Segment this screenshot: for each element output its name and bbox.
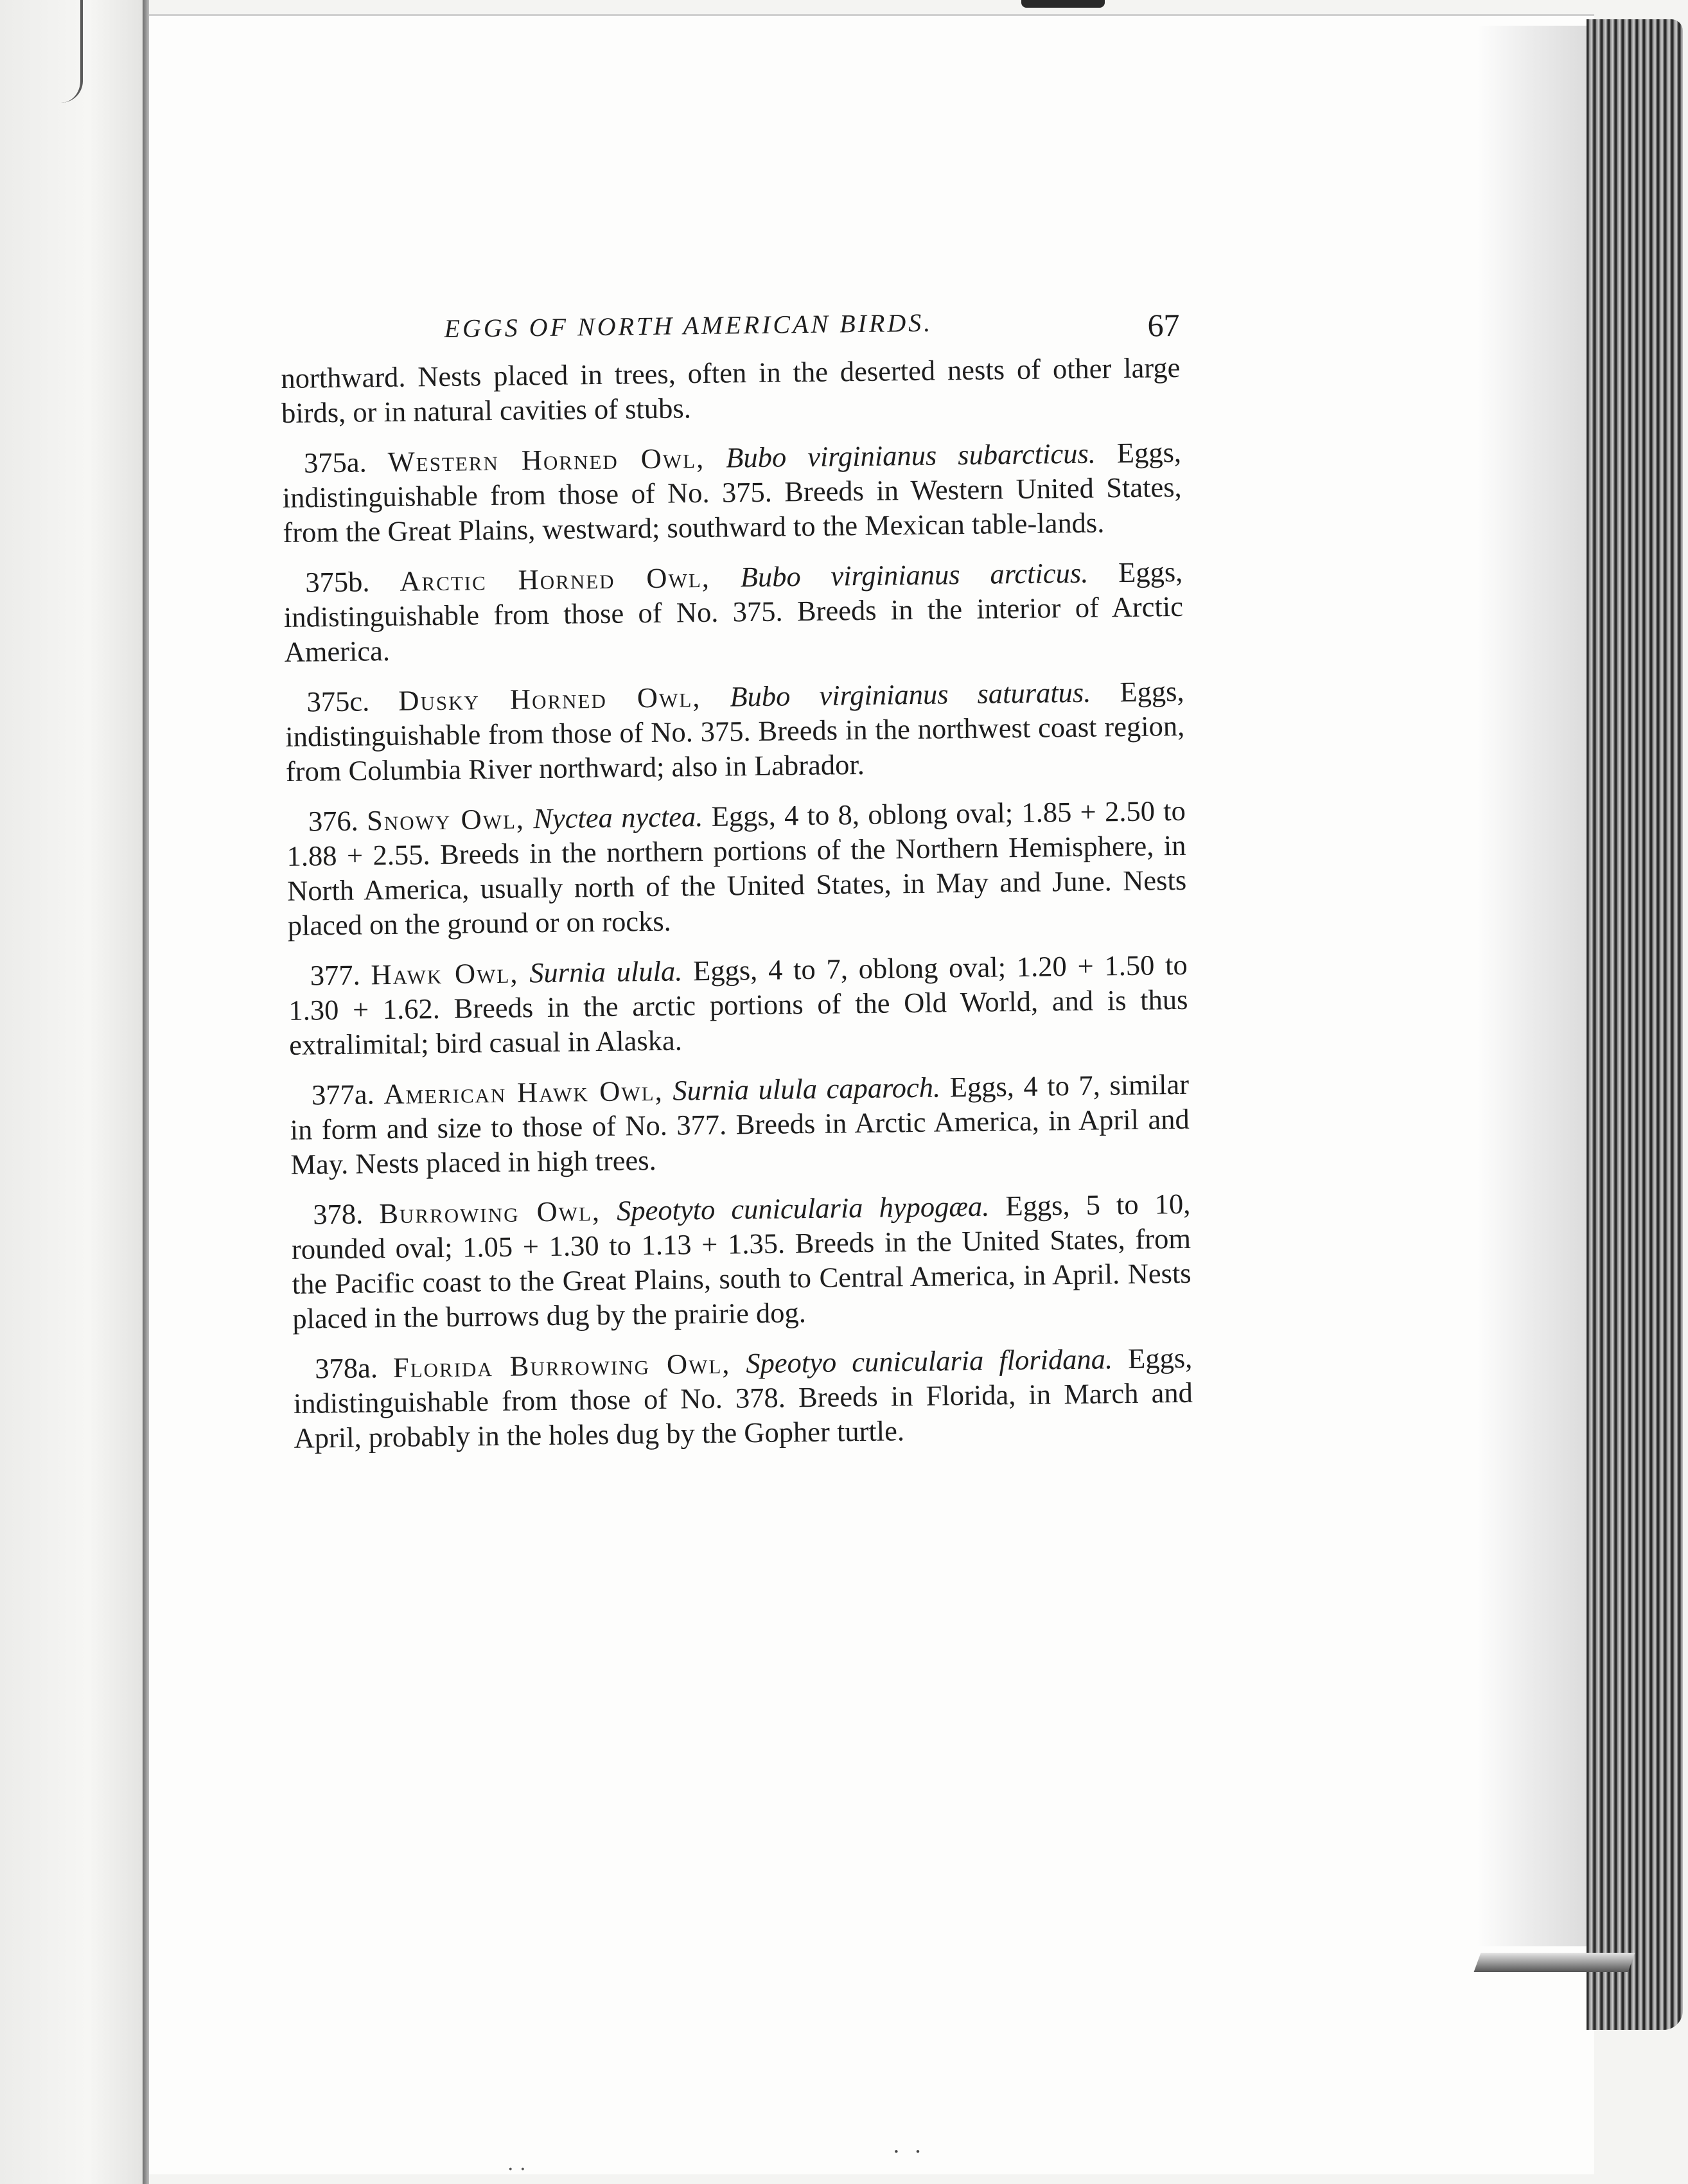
entry-375b: [283, 554, 1184, 669]
scientific-name: Nyctea nyctea.: [532, 800, 703, 835]
entry-376: [286, 793, 1188, 943]
scientific-name: Surnia ulula.: [529, 955, 683, 989]
entry-number: 375b.: [305, 565, 370, 599]
running-head: [280, 291, 1180, 353]
entry-text: Eggs, 4 to 7, oblong oval; 1.20 + 1.50 to 1.30 + 1.62. Breeds in the arctic portions of the Old World, and is thus extralimital; bird casual in Alaska.: [288, 948, 1188, 1061]
scientific-name: Surnia ulula caparoch.: [672, 1071, 941, 1107]
entry-number: 377a.: [311, 1078, 375, 1111]
facing-page-edge: [0, 0, 148, 2184]
entry-text: Eggs, indistinguishable from those of No. 375. Breeds in the northwest coast region, from Columbia River northward; also in Labrador.: [285, 674, 1185, 788]
common-name: Snowy Owl,: [366, 802, 525, 837]
page-number: 67: [1147, 306, 1180, 344]
scan-artifact: [1021, 0, 1105, 8]
entry-375c: [285, 674, 1185, 789]
entry-377a: [290, 1067, 1190, 1182]
entry-text: Eggs, indistinguishable from those of No. 375. Breeds in Western United States, from the Great Plains, westward; southward to the Mexican table-lands.: [282, 436, 1182, 549]
entry-378a: [293, 1341, 1193, 1456]
common-name: Arctic Horned Owl,: [400, 561, 711, 597]
common-name: Western Horned Owl,: [387, 441, 705, 478]
entry-number: 375c.: [306, 685, 370, 718]
common-name: Florida Burrowing Owl,: [392, 1347, 731, 1384]
scan-speck: · ·: [507, 2158, 526, 2181]
running-title: EGGS OF NORTH AMERICAN BIRDS.: [444, 308, 933, 343]
entry-375a: [282, 435, 1182, 550]
page-text-block: [280, 291, 1193, 1471]
entry-number: 377.: [310, 958, 360, 992]
scientific-name: Speotyo cunicularia floridana.: [746, 1343, 1113, 1380]
scientific-name: Bubo virginianus saturatus.: [730, 676, 1091, 713]
book-block-bottom: [1474, 1953, 1635, 1972]
entry-text: Eggs, indistinguishable from those of No. 375. Breeds in the interior of Arctic America.: [283, 555, 1184, 668]
entry-text: Eggs, indistinguishable from those of No. 378. Breeds in Florida, in March and April, probably in the holes dug by the Gopher turtle.: [293, 1341, 1193, 1454]
scientific-name: Bubo virginianus subarcticus.: [725, 437, 1096, 474]
scientific-name: Bubo virginianus arcticus.: [740, 556, 1089, 594]
common-name: Hawk Owl,: [371, 956, 519, 991]
common-name: Burrowing Owl,: [378, 1195, 601, 1230]
scientific-name: Speotyto cunicularia hypogæa.: [616, 1190, 990, 1227]
page-stack-edge: [1587, 19, 1683, 2030]
entry-377: [288, 947, 1188, 1062]
entry-number: 376.: [308, 804, 359, 838]
entry-number: 378a.: [314, 1352, 378, 1385]
entry-text: Eggs, 4 to 8, oblong oval; 1.85 + 2.50 to 1.88 + 2.55. Breeds in the northern portions of the Northern Hemisphere, in North America, usually north of the United States, in May and June. Nests placed on the ground or on rocks.: [286, 794, 1187, 942]
page-curl-mark: [61, 0, 83, 103]
entry-text: Eggs, 5 to 10, rounded oval; 1.05 + 1.30 to 1.13 + 1.35. Breeds in the United States, from the Pacific coast to the Great Plains, south to Central America, in April. Nests placed in the burrows dug by the prairie dog.: [291, 1187, 1191, 1335]
entry-378: [291, 1186, 1192, 1336]
book-gutter: [143, 0, 149, 2184]
common-name: Dusky Horned Owl,: [398, 681, 701, 717]
continuation-paragraph: northward. Nests placed in trees, often in the deserted nests of other large birds, or in natural cavities of stubs.: [281, 351, 1181, 429]
page-edge-shadow: [1477, 26, 1587, 1946]
entry-number: 378.: [313, 1197, 364, 1231]
scan-speck: · ·: [893, 2139, 926, 2165]
entry-number: 375a.: [303, 446, 367, 479]
entry-text: Eggs, 4 to 7, similar in form and size to those of No. 377. Breeds in Arctic America, in April and May. Nests placed in high trees.: [290, 1068, 1190, 1181]
common-name: American Hawk Owl,: [383, 1074, 664, 1111]
